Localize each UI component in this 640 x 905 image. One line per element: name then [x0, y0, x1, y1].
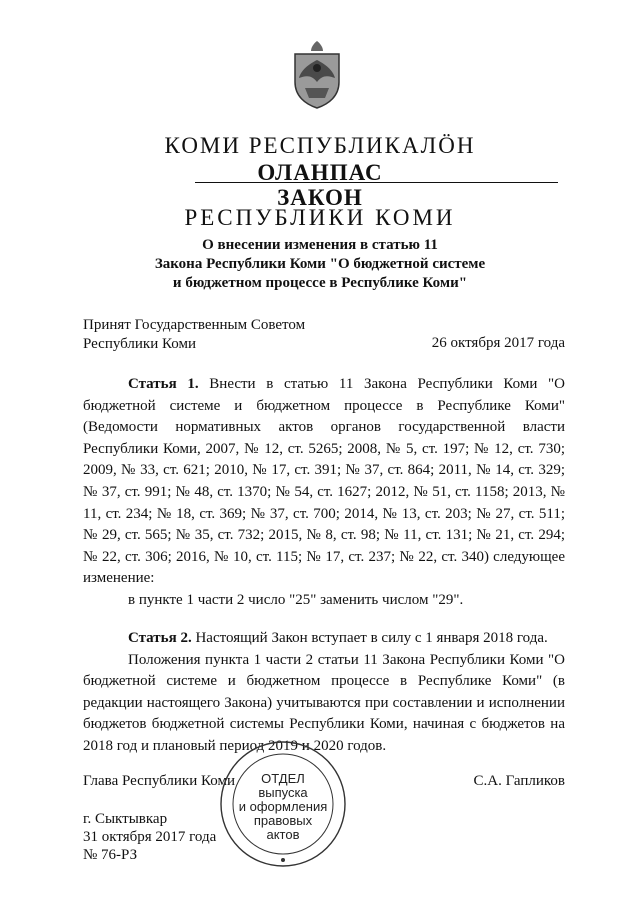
header-line-republic: РЕСПУБЛИКИ КОМИ	[184, 205, 456, 230]
article-1	[83, 374, 565, 612]
article-1-amendment: в пункте 1 части 2 число "25" заменить числом "29".	[128, 591, 464, 608]
stamp-line: актов	[266, 827, 300, 842]
place-city: г. Сыктывкар	[83, 811, 168, 827]
place-and-date	[83, 810, 216, 864]
law-number: № 76-РЗ	[83, 847, 138, 863]
header-line-zakon: ЗАКОН	[277, 185, 363, 210]
signature-name: С.А. Гапликов	[473, 773, 565, 789]
header-line-olanpas: ОЛАНПАС	[257, 160, 383, 185]
article-1-paragraph	[83, 374, 565, 590]
article-1-text: Внести в статью 11 Закона Республики Коми "О бюджетной системе и бюджетном процессе в Республике Коми" (Ведомости нормативных актов органов государственной власти Республики Коми, 2007, № 12, ст. 5265; 2008, № 5, ст. 197; № 12, ст. 730; 2009, № 33, ст. 621; 2010, № 17, ст. 391; № 37, ст. 864; 2011, № 14, ст. 329; № 37, ст. 991; № 48, ст. 1370; № 54, ст. 1627; 2012, № 51, ст. 1158; 2013, № 11, ст. 234; № 18, ст. 369; № 37, ст. 700; 2014, № 13, ст. 203; № 27, ст. 511; № 29, ст. 565; № 35, ст. 732; 2015, № 8, ст. 98; № 11, ст. 131; № 21, ст. 294; № 22, ст. 306; 2016, № 10, ст. 115; № 17, ст. 237; № 22, ст. 340) следующее изменение:	[83, 376, 566, 587]
stamp-line: ОТДЕЛ	[261, 771, 305, 786]
signature-position: Глава Республики Коми	[83, 773, 235, 789]
header-divider	[195, 182, 558, 183]
adopted-by	[83, 316, 305, 354]
article-1-label: Статья 1.	[128, 376, 199, 392]
coat-of-arms-emblem	[289, 38, 345, 110]
adopted-line: Республики Коми	[83, 336, 196, 352]
stamp-text	[217, 772, 349, 842]
law-title-line: О внесении изменения в статью 11	[202, 237, 438, 253]
stamp-line: выпуска	[258, 785, 308, 800]
article-2-label: Статья 2.	[128, 630, 192, 646]
article-2-text: Настоящий Закон вступает в силу с 1 января 2018 года.	[195, 630, 548, 646]
stamp-line: и оформления	[238, 799, 328, 814]
place-date: 31 октября 2017 года	[83, 829, 217, 845]
adopted-date: 26 октября 2017 года	[431, 335, 565, 351]
law-title-line: и бюджетном процессе в Республике Коми"	[172, 275, 468, 291]
stamp-line: правовых	[253, 813, 313, 828]
article-2-paragraph	[83, 628, 565, 650]
header-line-komi: КОМИ РЕСПУБЛИКАЛÖН	[164, 133, 476, 158]
law-title-line: Закона Республики Коми "О бюджетной системе	[154, 256, 486, 272]
law-title	[0, 236, 640, 293]
adopted-line: Принят Государственным Советом	[83, 317, 306, 333]
article-2-paragraph-2: Положения пункта 1 части 2 статьи 11 Закона Республики Коми "О бюджетной системе и бюджетном процессе в Республике Коми" (в редакции настоящего Закона) учитываются при составлении и исполнении бюджетов бюджетной системы Республики Коми, начиная с бюджетов на 2018 год и плановый период 2019 и 2020 годов.	[83, 651, 565, 754]
